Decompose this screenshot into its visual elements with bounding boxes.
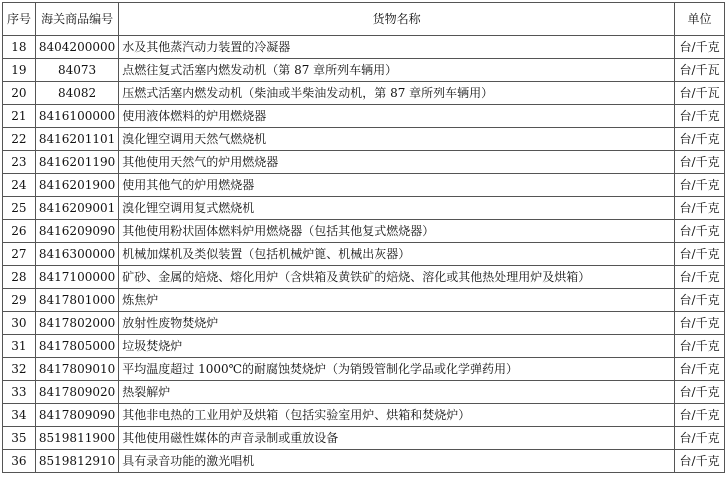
goods-name: 其他使用粉状固体燃料炉用燃烧器（包括其他复式燃烧器）: [119, 220, 675, 243]
hs-code: 8417801000: [35, 289, 118, 312]
unit: 台/千克: [675, 404, 725, 427]
row-number: 23: [3, 151, 36, 174]
hs-code: 8417809020: [35, 381, 118, 404]
goods-name: 垃圾焚烧炉: [119, 335, 675, 358]
hs-code: 84082: [35, 82, 118, 105]
row-number: 25: [3, 197, 36, 220]
table-row: [3, 36, 725, 59]
table-row: [3, 243, 725, 266]
unit: 台/千克: [675, 450, 725, 473]
table-row: [3, 381, 725, 404]
hs-code: 8404200000: [35, 36, 118, 59]
table-row: [3, 450, 725, 473]
row-number: 28: [3, 266, 36, 289]
hs-code: 8416100000: [35, 105, 118, 128]
hs-code: 8416209001: [35, 197, 118, 220]
row-number: 36: [3, 450, 36, 473]
hs-code: 8417805000: [35, 335, 118, 358]
row-number: 35: [3, 427, 36, 450]
table-body: [3, 36, 725, 473]
header-name: 货物名称: [119, 3, 675, 36]
table-row: [3, 358, 725, 381]
table-row: [3, 427, 725, 450]
goods-name: 热裂解炉: [119, 381, 675, 404]
unit: 台/千克: [675, 312, 725, 335]
goods-name: 具有录音功能的激光唱机: [119, 450, 675, 473]
hs-code: 8417809010: [35, 358, 118, 381]
unit: 台/千瓦: [675, 82, 725, 105]
goods-name: 平均温度超过 1000℃的耐腐蚀焚烧炉（为销毁管制化学品或化学弹药用）: [119, 358, 675, 381]
row-number: 20: [3, 82, 36, 105]
row-number: 27: [3, 243, 36, 266]
table-row: [3, 151, 725, 174]
table-row: [3, 266, 725, 289]
goods-name: 其他使用天然气的炉用燃烧器: [119, 151, 675, 174]
goods-table-container: [2, 2, 725, 473]
row-number: 30: [3, 312, 36, 335]
unit: 台/千克: [675, 128, 725, 151]
goods-name: 其他非电热的工业用炉及烘箱（包括实验室用炉、烘箱和焚烧炉）: [119, 404, 675, 427]
hs-code: 8417809090: [35, 404, 118, 427]
table-row: [3, 174, 725, 197]
row-number: 22: [3, 128, 36, 151]
goods-name: 使用液体燃料的炉用燃烧器: [119, 105, 675, 128]
table-row: [3, 220, 725, 243]
unit: 台/千克: [675, 243, 725, 266]
hs-code: 84073: [35, 59, 118, 82]
goods-name: 溴化锂空调用天然气燃烧机: [119, 128, 675, 151]
hs-code: 8416201190: [35, 151, 118, 174]
unit: 台/千克: [675, 151, 725, 174]
row-number: 21: [3, 105, 36, 128]
table-row: [3, 82, 725, 105]
unit: 台/千克: [675, 289, 725, 312]
row-number: 29: [3, 289, 36, 312]
goods-name: 炼焦炉: [119, 289, 675, 312]
unit: 台/千克: [675, 174, 725, 197]
unit: 台/千克: [675, 358, 725, 381]
hs-code: 8519811900: [35, 427, 118, 450]
unit: 台/千克: [675, 266, 725, 289]
goods-name: 矿砂、金属的焙烧、熔化用炉（含烘箱及黄铁矿的焙烧、溶化或其他热处理用炉及烘箱）: [119, 266, 675, 289]
row-number: 32: [3, 358, 36, 381]
unit: 台/千克: [675, 36, 725, 59]
header-no: 序号: [3, 3, 36, 36]
row-number: 26: [3, 220, 36, 243]
goods-name: 溴化锂空调用复式燃烧机: [119, 197, 675, 220]
header-row: [3, 3, 725, 36]
row-number: 31: [3, 335, 36, 358]
hs-code: 8416300000: [35, 243, 118, 266]
table-row: [3, 289, 725, 312]
goods-table: [2, 2, 725, 473]
hs-code: 8417802000: [35, 312, 118, 335]
table-row: [3, 197, 725, 220]
goods-name: 压燃式活塞内燃发动机（柴油或半柴油发动机，第 87 章所列车辆用）: [119, 82, 675, 105]
goods-name: 其他使用磁性媒体的声音录制或重放设备: [119, 427, 675, 450]
unit: 台/千瓦: [675, 59, 725, 82]
header-unit: 单位: [675, 3, 725, 36]
hs-code: 8416201101: [35, 128, 118, 151]
hs-code: 8416201900: [35, 174, 118, 197]
hs-code: 8417100000: [35, 266, 118, 289]
table-row: [3, 105, 725, 128]
unit: 台/千克: [675, 335, 725, 358]
row-number: 34: [3, 404, 36, 427]
unit: 台/千克: [675, 220, 725, 243]
table-row: [3, 404, 725, 427]
unit: 台/千克: [675, 381, 725, 404]
table-row: [3, 335, 725, 358]
unit: 台/千克: [675, 197, 725, 220]
table-row: [3, 128, 725, 151]
row-number: 24: [3, 174, 36, 197]
row-number: 33: [3, 381, 36, 404]
hs-code: 8519812910: [35, 450, 118, 473]
unit: 台/千克: [675, 427, 725, 450]
unit: 台/千克: [675, 105, 725, 128]
row-number: 19: [3, 59, 36, 82]
row-number: 18: [3, 36, 36, 59]
goods-name: 点燃往复式活塞内燃发动机（第 87 章所列车辆用）: [119, 59, 675, 82]
header-code: 海关商品编号: [35, 3, 118, 36]
hs-code: 8416209090: [35, 220, 118, 243]
table-row: [3, 59, 725, 82]
goods-name: 放射性废物焚烧炉: [119, 312, 675, 335]
goods-name: 使用其他气的炉用燃烧器: [119, 174, 675, 197]
goods-name: 机械加煤机及类似装置（包括机械炉篦、机械出灰器）: [119, 243, 675, 266]
table-row: [3, 312, 725, 335]
goods-name: 水及其他蒸汽动力装置的冷凝器: [119, 36, 675, 59]
